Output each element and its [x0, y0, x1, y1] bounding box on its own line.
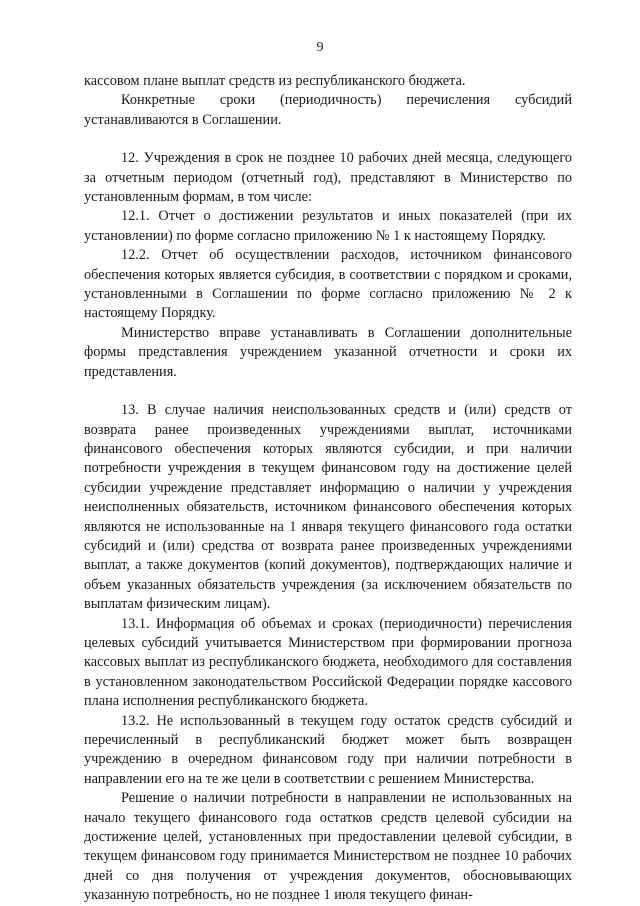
paragraph-13: 13. В случае наличия неиспользованных средств и (или) средств от возврата ранее произведенных учреждениями выплат, источниками финансового обеспечения которых являются субсидии, и при наличии потребности учреждения в текущем финансовом году на достижение целей субсидии учреждение представляет информацию о наличии у учреждения неисполненных обязательств, источником финансового обеспечения которых являются не использованные на 1 января текущего финансового года остатки субсидий и (или) средства от возврата ранее произведенных учреждениями выплат, а также документов (копий документов), подтверждающих наличие и объем указанных обязательств учреждения (за исключением обязательств по выплатам физическим лицам). — [84, 402, 572, 613]
paragraph-12-2: 12.2. Отчет об осуществлении расходов, источником финансового обеспечения которых является субсидия, в соответствии с порядком и сроками, установленными в Соглашении по форме согласно приложению № 2 к настоящему Порядку. — [84, 247, 572, 322]
document-body — [84, 72, 572, 906]
paragraph-continuation: кассовом плане выплат средств из республиканского бюджета. — [84, 73, 466, 89]
paragraph-13-2: 13.2. Не использованный в текущем году остаток средств субсидий и перечисленный в республиканский бюджет может быть возвращен учреждению в очередном финансовом году при наличии потребности в направлении его на те же цели в соответствии с решением Министерства. — [84, 712, 572, 787]
page-number: 9 — [316, 40, 324, 55]
paragraph-12: 12. Учреждения в срок не позднее 10 рабочих дней месяца, следующего за отчетным периодом (отчетный год), представляют в Министерство по установленным формам, в том числе: — [84, 150, 572, 206]
paragraph-12-1: 12.1. Отчет о достижении результатов и иных показателей (при их установлении) по форме согласно приложению № 1 к настоящему Порядку. — [84, 208, 572, 244]
paragraph-gap — [84, 130, 572, 149]
paragraph-decision: Решение о наличии потребности в направлении не использованных на начало текущего финансового года остатков средств целевой субсидии на достижение целей, установленных при предоставлении целевой субсидии, в текущем финансовом году принимается Министерством не позднее 10 рабочих дней со дня получения от учреждения документов, обосновывающих указанную потребность, но не позднее 1 июля текущего финан- — [84, 790, 572, 904]
paragraph-deadlines: Конкретные сроки (периодичность) перечисления субсидий устанавливаются в Соглашении. — [84, 92, 572, 128]
paragraph-ministry-forms: Министерство вправе устанавливать в Соглашении дополнительные формы представления учреждением указанной отчетности и сроки их представления. — [84, 324, 572, 380]
paragraph-13-1: 13.1. Информация об объемах и сроках (периодичности) перечисления целевых субсидий учитывается Министерством при формировании прогноза кассовых выплат из республиканского бюджета, необходимого для составления в установленном законодательством Российской Федерации порядке кассового плана исполнения республиканского бюджета. — [84, 615, 572, 710]
paragraph-gap — [84, 382, 572, 401]
